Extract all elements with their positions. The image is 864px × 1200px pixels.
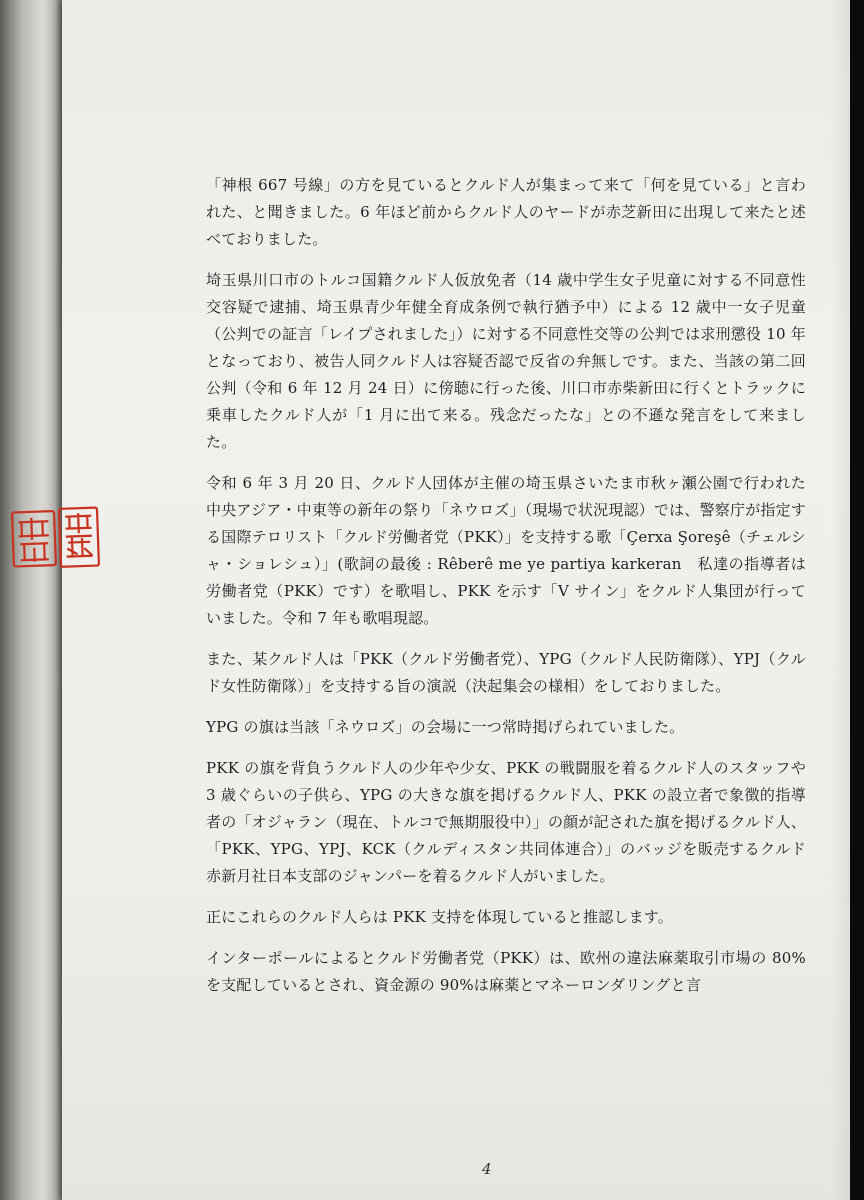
paragraph-1: 「神根 667 号線」の方を見ているとクルド人が集まって来て「何を見ている」と言われた、と聞きました。6 年ほど前からクルド人のヤードが赤芝新田に出現して来たと述べておりました。 bbox=[206, 176, 806, 248]
hanko-seal-stamp bbox=[9, 503, 103, 574]
paragraph-3: 令和 6 年 3 月 20 日、クルド人団体が主催の埼玉県さいたま市秋ヶ瀬公園で行われた中央アジア・中東等の新年の祭り「ネウロズ」（現場で状況現認）では、警察庁が指定する国際テロリスト「クルド労働者党（PKK）」を支持する歌「Çerxa Şoreşê（チェルシャ・ショレシュ）」(歌詞の最後 : Rêberê me ye partiya karkeran 私達の指導者は労働者党（PKK）です）を歌唱し、PKK を示す「V サイン」をクルド人集団が行っていました。令和 7 年も歌唱現認。 bbox=[206, 474, 806, 627]
paragraph-7: 正にこれらのクルド人らは PKK 支持を体現していると推認します。 bbox=[206, 908, 673, 926]
paragraph-8: インターポールによるとクルド労働者党（PKK）は、欧州の違法麻薬取引市場の 80%を支配しているとされ、資金源の 90%は麻薬とマネーロンダリングと言 bbox=[206, 949, 806, 994]
paragraph-6: PKK の旗を背負うクルド人の少年や少女、PKK の戦闘服を着るクルド人のスタッフや 3 歳ぐらいの子供ら、YPG の大きな旗を掲げるクルド人、PKK の設立者で象徴的指導者の「オジャラン（現在、トルコで無期服役中）」の顔が記された旗を掲げるクルド人、「PKK、YPG、YPJ、KCK（クルディスタン共同体連合）」のバッジを販売するクルド赤新月社日本支部のジャンパーを着るクルド人がいました。 bbox=[206, 759, 806, 885]
document-page bbox=[62, 0, 850, 1200]
seal-icon bbox=[9, 503, 103, 574]
paragraph-5: YPG の旗は当該「ネウロズ」の会場に一つ常時掲げられていました。 bbox=[206, 718, 685, 736]
document-body bbox=[206, 172, 806, 1013]
paragraph-2: 埼玉県川口市のトルコ国籍クルド人仮放免者（14 歳中学生女子児童に対する不同意性交容疑で逮捕、埼玉県青少年健全育成条例で執行猶予中）による 12 歳中一女子児童（公判での証言「レイプされました」）に対する不同意性交等の公判では求刑懲役 10 年となっており、被告人同クルド人は容疑否認で反省の弁無しです。また、当該の第二回公判（令和 6 年 12 月 24 日）に傍聴に行った後、川口市赤柴新田に行くとトラックに乗車したクルド人が「1 月に出て来る。残念だったな」との不遜な発言をして来ました。 bbox=[206, 271, 806, 451]
paragraph-4: また、某クルド人は「PKK（クルド労働者党）、YPG（クルド人民防衛隊）、YPJ（クルド女性防衛隊）」を支持する旨の演説（決起集会の様相）をしておりました。 bbox=[206, 650, 806, 695]
background-edge bbox=[850, 0, 864, 1200]
page-number: 4 bbox=[482, 1160, 492, 1178]
